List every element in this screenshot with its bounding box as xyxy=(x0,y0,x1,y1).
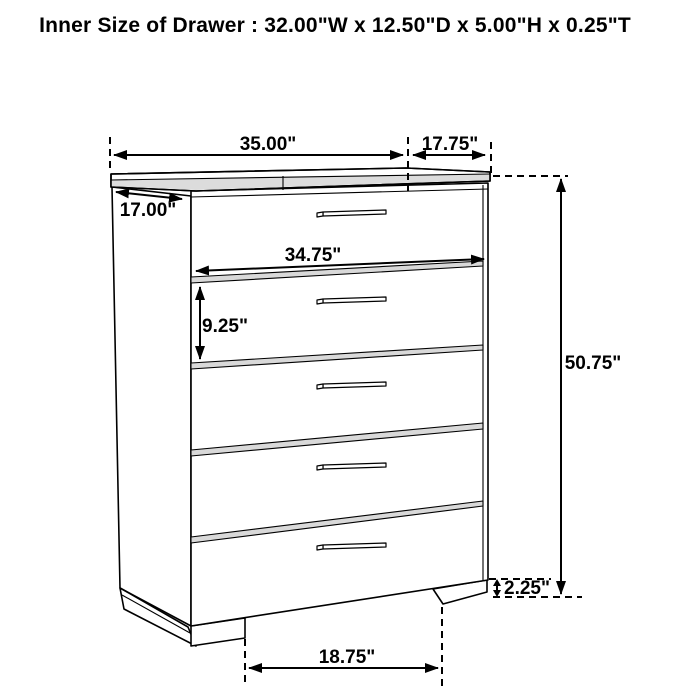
dim-foot-height-label: 2.25" xyxy=(504,578,550,599)
dimension-overall-height xyxy=(493,176,621,597)
arrowhead-up xyxy=(493,579,501,586)
arrowhead-down xyxy=(493,590,501,597)
dim-side-depth-label: 17.00" xyxy=(119,200,177,221)
dim-overall-height-label: 50.75" xyxy=(564,353,622,374)
dim-top-depth-label: 17.75" xyxy=(421,134,479,155)
dim-drawer-height-label: 9.25" xyxy=(202,316,248,337)
dimension-top-width xyxy=(110,134,403,172)
handle-cap xyxy=(317,299,323,304)
dim-front-width-label: 34.75" xyxy=(284,245,342,266)
chest-drawing xyxy=(111,168,490,646)
dimension-foot-height xyxy=(489,578,551,599)
handle-cap xyxy=(317,384,323,389)
handle-cap xyxy=(317,212,323,217)
chest-side-panel xyxy=(112,187,191,626)
handle-cap xyxy=(317,545,323,550)
page-title: Inner Size of Drawer : 32.00"W x 12.50"D x 5.00"H x 0.25"T xyxy=(39,14,631,37)
dimension-foot-spacing xyxy=(245,607,442,686)
dim-top-width-label: 35.00" xyxy=(239,134,297,155)
handle-cap xyxy=(317,465,323,470)
dim-foot-spacing-label: 18.75" xyxy=(318,647,376,668)
